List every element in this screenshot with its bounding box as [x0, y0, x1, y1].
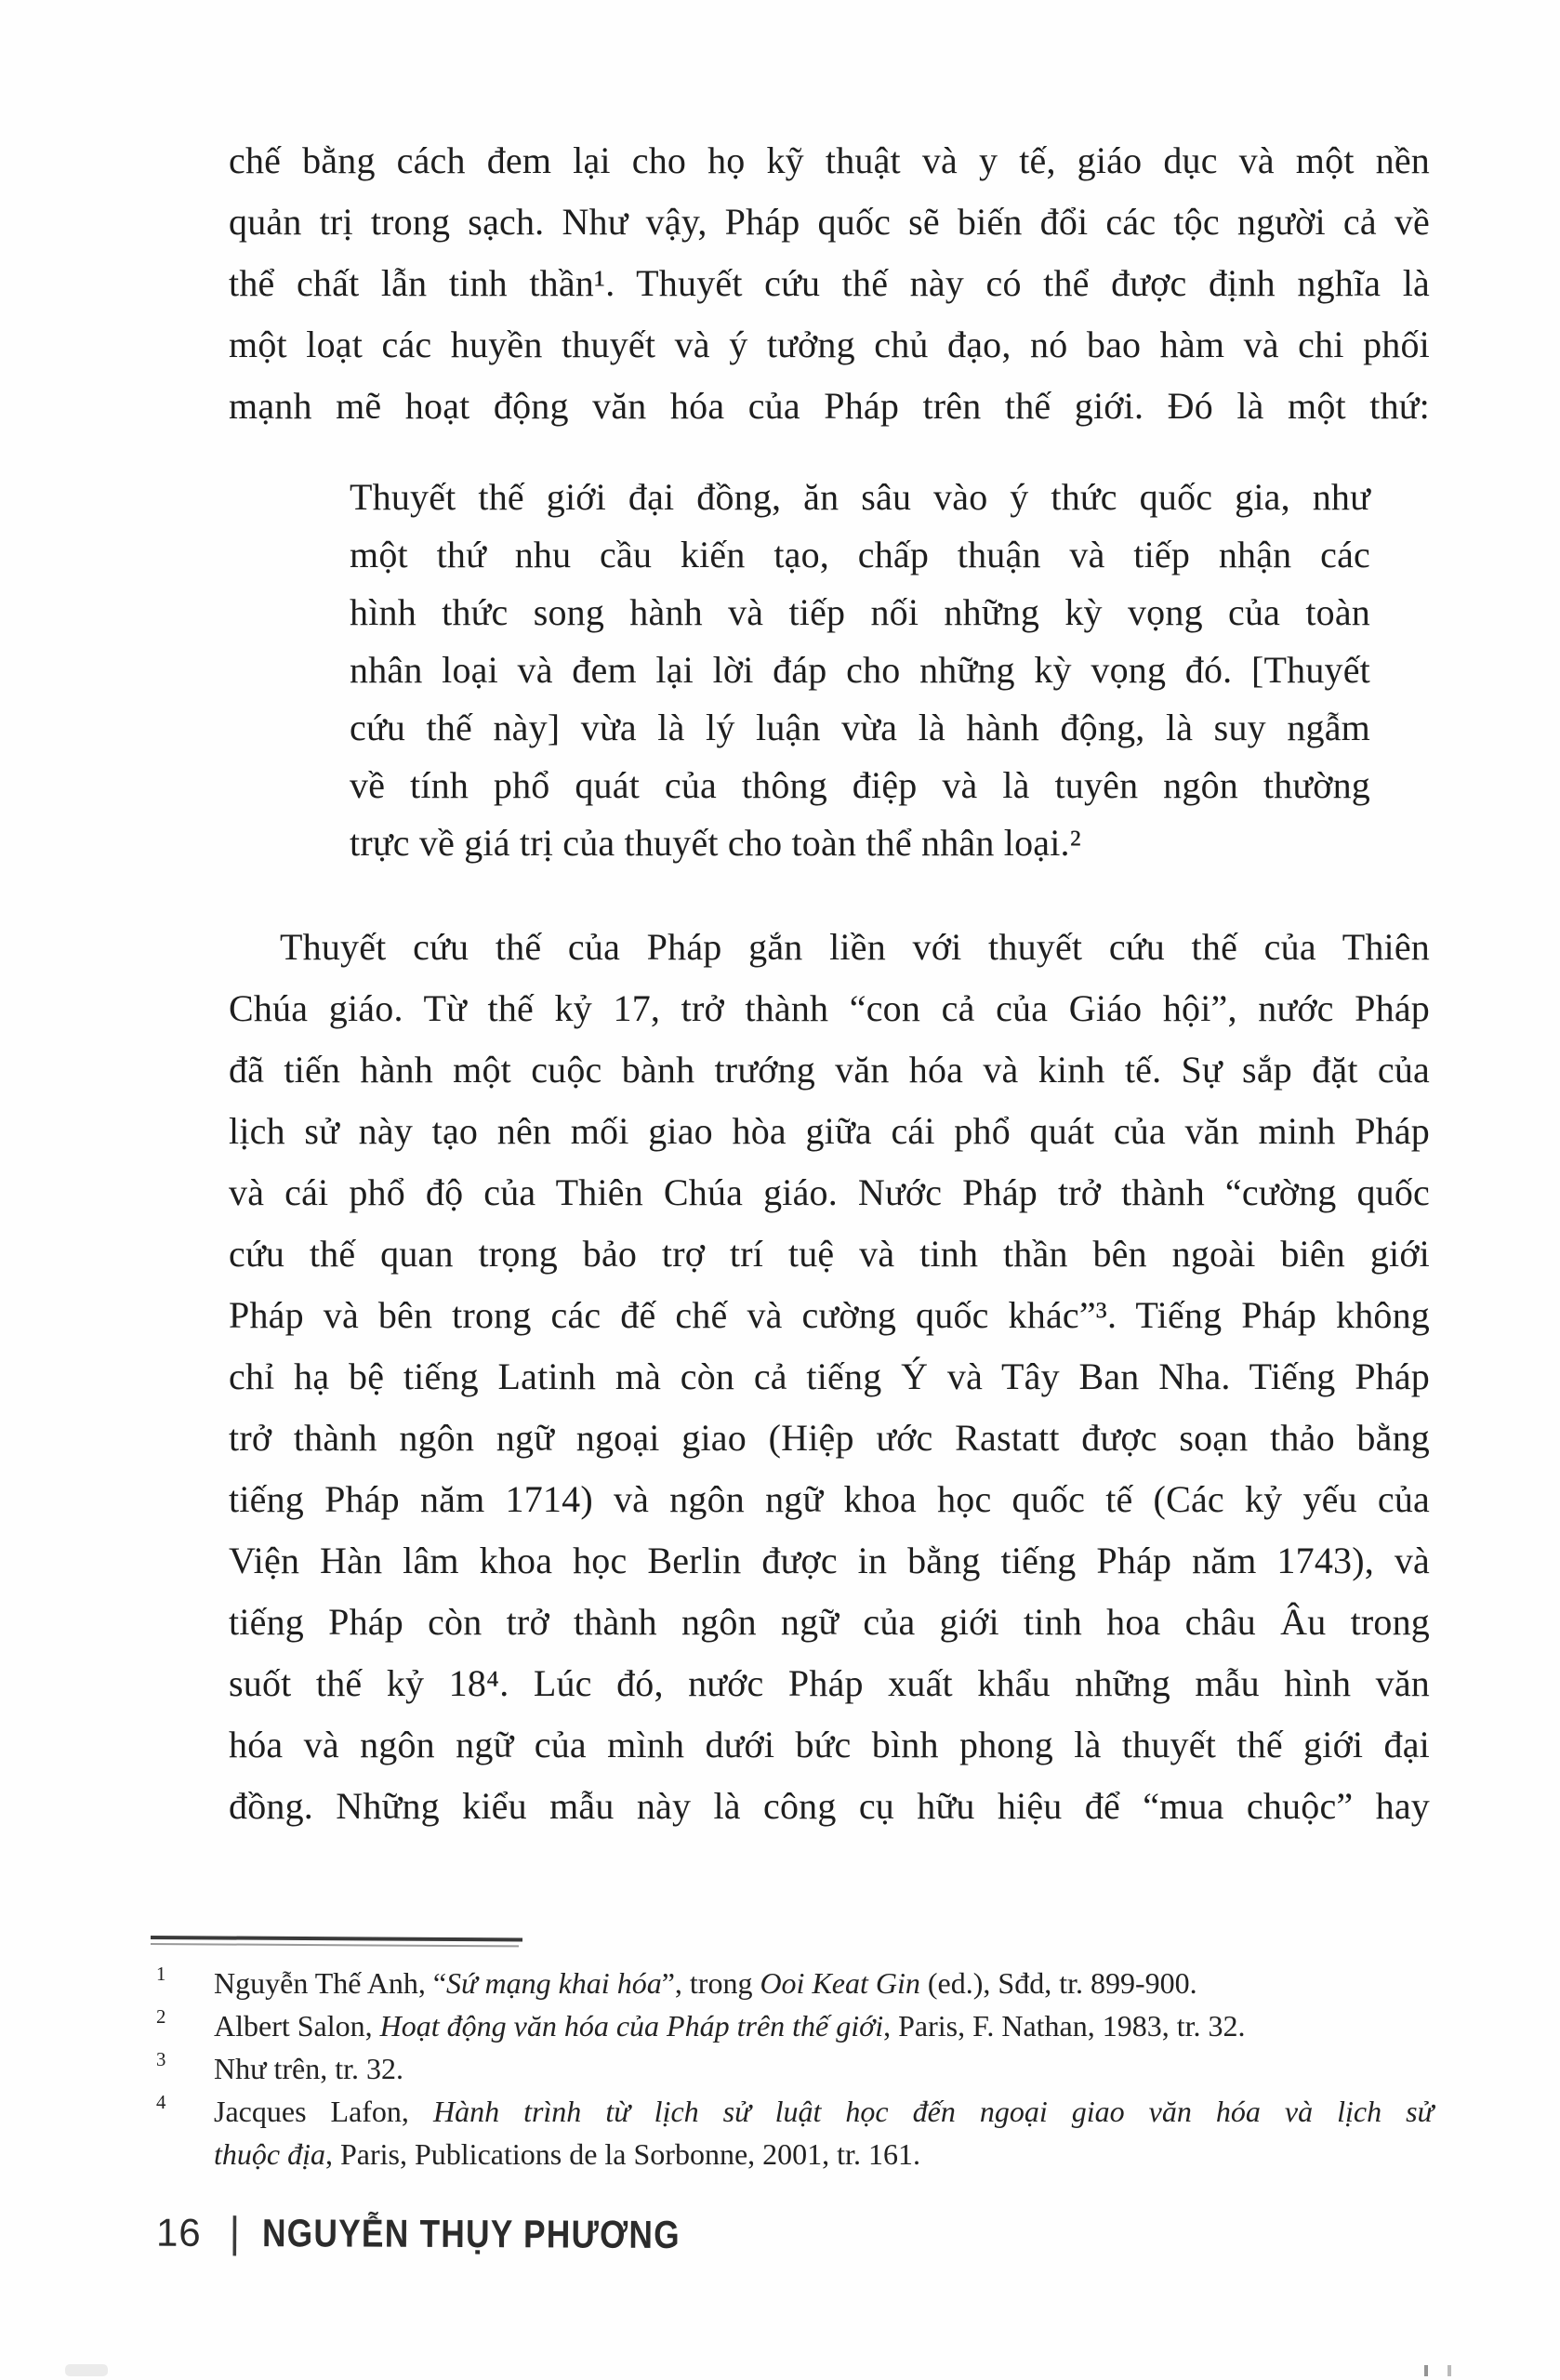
footnote-marker: 4: [156, 2092, 166, 2114]
footnote-text: Albert Salon,: [214, 2009, 380, 2043]
footnote-section: [151, 1936, 1434, 2175]
text-line: nhân loại và đem lại lời đáp cho những kỳ vọng đó. [Thuyết: [350, 649, 1370, 691]
footnote-text: ”, trong: [661, 1966, 760, 2000]
footnote-text: (ed.), Sđd, tr. 899-900.: [919, 1966, 1197, 2000]
text-line: lịch sử này tạo nên mối giao hòa giữa cái phổ quát của văn minh Pháp: [229, 1110, 1430, 1152]
text-line: tiếng Pháp năm 1714) và ngôn ngữ khoa học quốc tế (Các kỷ yếu của: [229, 1478, 1430, 1520]
text-line: Thuyết thế giới đại đồng, ăn sâu vào ý thức quốc gia, như: [350, 476, 1370, 518]
page-number: 16: [155, 2210, 202, 2254]
text-line: và cái phổ độ của Thiên Chúa giáo. Nước Pháp trở thành “cường quốc: [229, 1171, 1430, 1213]
body-text-column: [229, 130, 1430, 1837]
scan-artifact-speck: [1448, 2365, 1451, 2376]
footnote-list: [151, 1962, 1434, 2175]
text-line: Chúa giáo. Từ thế kỷ 17, trở thành “con cả của Giáo hội”, nước Pháp: [229, 987, 1430, 1029]
footnote-rule-echo: [151, 1943, 519, 1947]
footnote-marker: 3: [156, 2049, 166, 2071]
footnote-text: Như trên, tr. 32.: [214, 2052, 403, 2085]
text-line: chỉ hạ bệ tiếng Latinh mà còn cả tiếng Ý và Tây Ban Nha. Tiếng Pháp: [229, 1355, 1430, 1397]
footnote-line: [151, 2133, 1434, 2175]
author-name: NGUYỄN THỤY PHƯƠNG: [262, 2211, 681, 2257]
footnote-marker: 2: [156, 2006, 166, 2029]
footnote-text: Hành trình từ lịch sử luật học đến ngoại giao văn hóa và lịch sử: [432, 2095, 1434, 2128]
footnote-text: Ooi Keat Gin: [760, 1966, 920, 2000]
block-quote: [350, 469, 1370, 872]
footnote-text: thuộc địa: [214, 2137, 325, 2171]
text-line: mạnh mẽ hoạt động văn hóa của Pháp trên thế giới. Đó là một thứ:: [229, 385, 1430, 427]
text-line: đồng. Những kiểu mẫu này là công cụ hữu hiệu để “mua chuộc” hay: [229, 1785, 1430, 1827]
text-line: thể chất lẫn tinh thần¹. Thuyết cứu thế này có thể được định nghĩa là: [229, 262, 1430, 304]
footnote-rule-line: [151, 1936, 522, 1941]
footnote-line: [151, 2090, 1434, 2133]
footnote-line: [151, 2004, 1434, 2047]
text-line: Pháp và bên trong các đế chế và cường quốc khác”³. Tiếng Pháp không: [229, 1294, 1430, 1336]
footer-divider: |: [229, 2208, 241, 2257]
text-line: Viện Hàn lâm khoa học Berlin được in bằng tiếng Pháp năm 1743), và: [229, 1540, 1430, 1581]
page-footer: [156, 2210, 760, 2259]
text-line: Thuyết cứu thế của Pháp gắn liền với thuyết cứu thế của Thiên: [280, 926, 1430, 968]
footnote-marker: 1: [156, 1964, 166, 1986]
scan-artifact-speck: [1424, 2365, 1428, 2376]
text-line: về tính phổ quát của thông điệp và là tuyên ngôn thường: [350, 764, 1370, 806]
footnote-text: Nguyễn Thế Anh, “: [214, 1966, 447, 2000]
text-line: quản trị trong sạch. Như vậy, Pháp quốc sẽ biến đổi các tộc người cả về: [229, 201, 1430, 243]
text-line: một thứ nhu cầu kiến tạo, chấp thuận và tiếp nhận các: [350, 534, 1370, 575]
footnote-text: Sứ mạng khai hóa: [446, 1966, 662, 2000]
text-line: đã tiến hành một cuộc bành trướng văn hóa và kinh tế. Sự sắp đặt của: [229, 1049, 1430, 1091]
text-line: suốt thế kỷ 18⁴. Lúc đó, nước Pháp xuất khẩu những mẫu hình văn: [229, 1662, 1430, 1704]
text-line: hóa và ngôn ngữ của mình dưới bức bình phong là thuyết thế giới đại: [229, 1724, 1430, 1765]
text-line: một loạt các huyền thuyết và ý tưởng chủ đạo, nó bao hàm và chi phối: [229, 324, 1430, 365]
scan-artifact-smudge: [65, 2364, 108, 2376]
text-line: hình thức song hành và tiếp nối những kỳ vọng của toàn: [350, 591, 1370, 633]
footnote-line: [151, 1962, 1434, 2004]
text-line: cứu thế quan trọng bảo trợ trí tuệ và tinh thần bên ngoài biên giới: [229, 1233, 1430, 1275]
footnote-rule: [151, 1936, 1434, 1952]
paragraph-main: [229, 917, 1430, 1837]
text-line: trực về giá trị của thuyết cho toàn thể nhân loại.²: [350, 822, 1081, 864]
text-line: chế bằng cách đem lại cho họ kỹ thuật và y tế, giáo dục và một nền: [229, 139, 1430, 181]
text-line: tiếng Pháp còn trở thành ngôn ngữ của giới tinh hoa châu Âu trong: [229, 1601, 1430, 1643]
paragraph-continued: [229, 130, 1430, 437]
text-line: cứu thế này] vừa là lý luận vừa là hành động, là suy ngẫm: [350, 707, 1370, 748]
footnote-text: Hoạt động văn hóa của Pháp trên thế giới: [379, 2009, 884, 2043]
footnote-text: Jacques Lafon,: [214, 2095, 433, 2128]
footnote-line: [151, 2047, 1434, 2090]
footnote-text: , Paris, F. Nathan, 1983, tr. 32.: [883, 2009, 1246, 2043]
text-line: trở thành ngôn ngữ ngoại giao (Hiệp ước Rastatt được soạn thảo bằng: [229, 1417, 1430, 1459]
footnote-text: , Paris, Publications de la Sorbonne, 2001, tr. 161.: [324, 2137, 920, 2171]
